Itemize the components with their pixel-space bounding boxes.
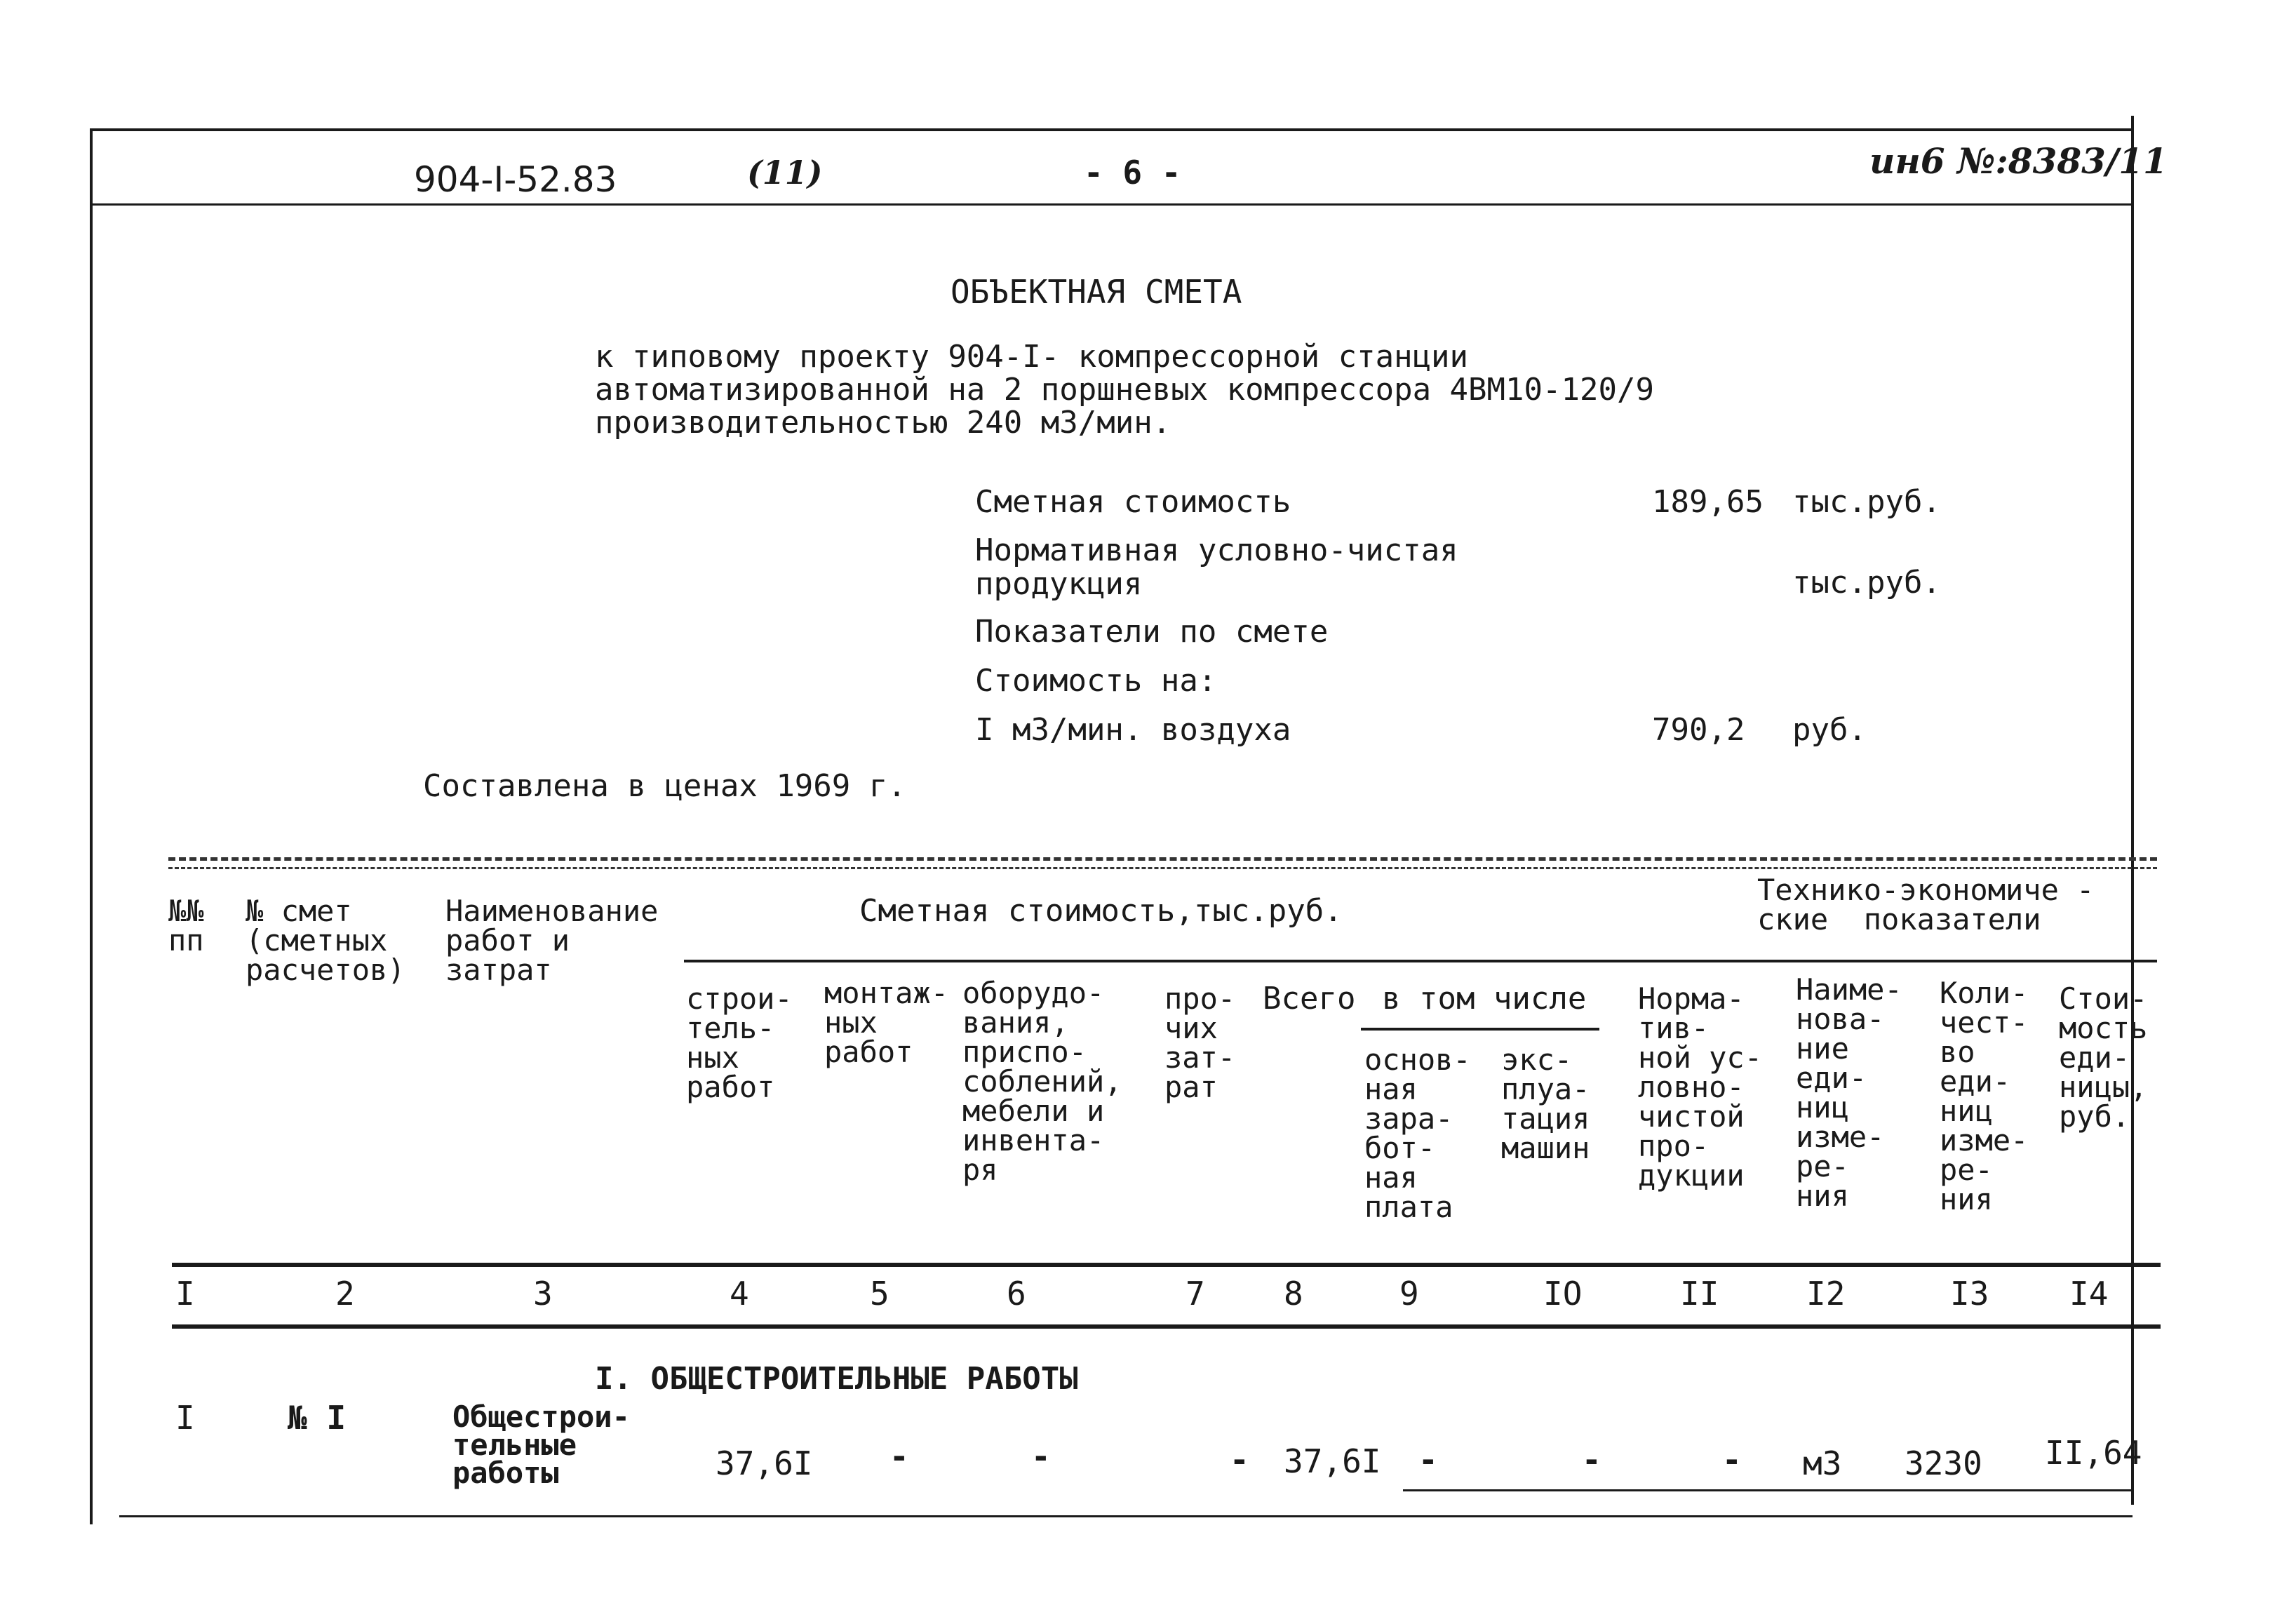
document-code: 904-I-52.83: [414, 159, 617, 200]
group-header-tech: Технико-экономиче - ские показатели: [1757, 873, 2095, 937]
project-line-2: автоматизированной на 2 поршневых компрессора 4ВМ10-120/9: [595, 372, 1654, 408]
cost-label: Сметная стоимость: [975, 484, 1291, 520]
col-header-unit: Наиме- нова- ние еди- ниц изме- ре- ния: [1796, 972, 1902, 1213]
col-header-unit-cost: Стои- мость еди- ницы, руб.: [2059, 981, 2148, 1134]
col-number-2: 2: [335, 1275, 355, 1313]
table-top-rule-2: [168, 867, 2157, 869]
cost-for-label: Стоимость на:: [975, 663, 1217, 699]
table-top-rule: [168, 857, 2157, 861]
normative-label-2: продукция: [975, 566, 1143, 602]
col-header-qty: Коли- чест- во еди- ниц изме- ре- ния: [1940, 976, 2029, 1216]
frame-top: [90, 128, 2131, 131]
sheet-mark: (11): [747, 154, 823, 192]
frame-bottom: [119, 1515, 2133, 1517]
row-total: 37,6I: [1284, 1442, 1381, 1480]
project-line-1: к типовому проекту 904-I- компрессорной станции: [595, 339, 1469, 375]
cost-unit: тыс.руб.: [1792, 484, 1941, 520]
col-number-5: 5: [870, 1275, 889, 1313]
col-header-incl: в том числе: [1382, 981, 1587, 1016]
section-title: I. ОБЩЕСТРОИТЕЛЬНЫЕ РАБОТЫ: [595, 1361, 1078, 1397]
document-title: ОБЪЕКТНАЯ СМЕТА: [951, 273, 1242, 311]
row-mounting: -: [889, 1437, 909, 1475]
normative-unit: тыс.руб.: [1792, 565, 1941, 600]
col-number-7: 7: [1186, 1275, 1205, 1313]
row-number: I: [175, 1399, 195, 1437]
row-estimate: № I: [288, 1399, 347, 1437]
col-number-3: 3: [533, 1275, 553, 1313]
inventory-number: ин6 №:8383/11: [1869, 140, 2168, 182]
col-header-other: про- чих зат- рат: [1164, 981, 1236, 1104]
group-header-cost: Сметная стоимость,тыс.руб.: [859, 893, 1343, 929]
col-number-14: I4: [2069, 1275, 2109, 1313]
row-salary: -: [1418, 1441, 1438, 1479]
col-number-12: I2: [1806, 1275, 1846, 1313]
row-equipment: -: [1031, 1437, 1051, 1475]
col-header-total: Всего: [1263, 981, 1356, 1016]
per-unit-value: 790,2: [1652, 712, 1745, 748]
row-unit: м3: [1803, 1444, 1842, 1482]
per-unit-unit: руб.: [1792, 712, 1867, 748]
col-number-13: I3: [1950, 1275, 1989, 1313]
cost-group-underline: [684, 960, 2157, 962]
row-qty: 3230: [1905, 1444, 1982, 1482]
col-header-salary: основ- ная зара- бот- ная плата: [1364, 1042, 1471, 1224]
row-name: Общестрои- тельные работы: [452, 1400, 630, 1490]
col-header-construction: строи- тель- ных работ: [686, 981, 793, 1104]
column-numbers-rule: [172, 1324, 2161, 1329]
cost-value: 189,65: [1652, 484, 1764, 520]
frame-right: [2131, 116, 2134, 1505]
row-bottom-rule: [1403, 1489, 2133, 1491]
incl-underline: [1361, 1028, 1599, 1031]
col-header-normative: Норма- тив- ной ус- ловно- чистой про- дукции: [1638, 981, 1763, 1193]
col-number-1: I: [175, 1275, 195, 1313]
row-normative: -: [1722, 1441, 1742, 1479]
col-number-8: 8: [1284, 1275, 1303, 1313]
col-number-9: 9: [1399, 1275, 1419, 1313]
col-header-n: №№ пп: [168, 894, 204, 958]
col-header-equipment: оборудо- вания, приспо- соблений, мебели и инвента- ря: [962, 976, 1122, 1187]
col-number-6: 6: [1007, 1275, 1026, 1313]
row-construction: 37,6I: [716, 1444, 813, 1482]
header-bottom-rule: [172, 1263, 2161, 1267]
per-unit-label: I м3/мин. воздуха: [975, 712, 1291, 748]
row-unit-cost: II,64: [2045, 1434, 2142, 1472]
col-number-10: IO: [1543, 1275, 1583, 1313]
row-other: -: [1230, 1441, 1249, 1479]
col-header-mounting: монтаж- ных работ: [824, 976, 949, 1069]
col-number-4: 4: [730, 1275, 749, 1313]
col-number-11: II: [1680, 1275, 1719, 1313]
indicators-label: Показатели по смете: [975, 614, 1329, 650]
col-header-name: Наименование работ и затрат: [445, 894, 659, 987]
prices-note: Составлена в ценах 1969 г.: [423, 768, 906, 804]
frame-left: [90, 128, 93, 1524]
col-header-machines: экс- плуа- тация машин: [1501, 1042, 1590, 1165]
page-number: - 6 -: [1084, 154, 1181, 192]
frame-header-bottom: [90, 203, 2131, 206]
project-line-3: производительностью 240 м3/мин.: [595, 405, 1171, 441]
col-header-estimate: № смет (сметных расчетов): [246, 894, 405, 987]
row-machines: -: [1582, 1441, 1601, 1479]
normative-label-1: Нормативная условно-чистая: [975, 532, 1458, 568]
